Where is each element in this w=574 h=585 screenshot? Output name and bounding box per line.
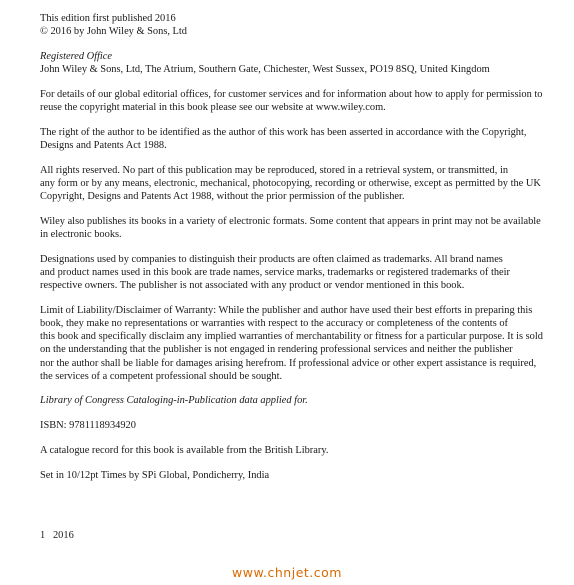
trademarks-line: and product names used in this book are trade names, service marks, trademarks or registered trademarks of their: [40, 266, 511, 278]
site-watermark: www.chnjet.com: [232, 565, 342, 580]
registered-office-heading: Registered Office: [40, 50, 113, 62]
liability-line: the services of a competent professional should be sought.: [40, 370, 283, 382]
liability-line: book, they make no representations or warranties with respect to the accuracy or completeness of the contents of: [40, 317, 508, 329]
isbn-line: ISBN: 9781118934920: [40, 420, 136, 432]
all-rights-line: All rights reserved. No part of this publication may be reproduced, stored in a retrieval system, or transmitted, in: [40, 164, 509, 176]
british-library-block: [40, 444, 540, 457]
editorial-offices-line: reuse the copyright material in this book please see our website at www.wiley.com.: [40, 102, 386, 114]
isbn-block: [40, 419, 540, 432]
all-rights-paragraph: [40, 164, 540, 204]
liability-paragraph: [40, 304, 543, 383]
liability-line: this book and specifically disclaim any implied warranties of merchantability or fitness for a particular purpose. It is sold: [40, 331, 543, 343]
trademarks-line: respective owners. The publisher is not associated with any product or vendor mentioned in this book.: [40, 280, 465, 292]
registered-office-address: John Wiley & Sons, Ltd, The Atrium, Southern Gate, Chichester, West Sussex, PO19 8SQ, United Kingdom: [40, 64, 490, 76]
copyright-block: [40, 12, 540, 38]
registered-office-block: [40, 50, 540, 76]
cataloging-line: Library of Congress Cataloging-in-Publication data applied for.: [40, 395, 308, 407]
electronic-formats-line: in electronic books.: [40, 228, 122, 240]
trademarks-paragraph: [40, 253, 540, 293]
author-rights-line: Designs and Patents Act 1988.: [40, 139, 167, 151]
author-rights-line: The right of the author to be identified as the author of this work has been asserted in accordance with the Copyright,: [40, 126, 527, 138]
typesetting-line: Set in 10/12pt Times by SPi Global, Pondicherry, India: [40, 469, 270, 481]
copyright-page: [40, 12, 543, 493]
edition-line: This edition first published 2016: [40, 13, 176, 24]
liability-line: nor the author shall be liable for damages arising herefrom. If professional advice or other expert assistance is required,: [40, 357, 537, 369]
editorial-offices-line: For details of our global editorial offices, for customer services and for information about how to apply for permission to: [40, 88, 543, 100]
editorial-offices-paragraph: [40, 88, 543, 114]
all-rights-line: Copyright, Designs and Patents Act 1988, without the prior permission of the publisher.: [40, 191, 405, 203]
cataloging-block: [40, 394, 540, 407]
all-rights-line: any form or by any means, electronic, mechanical, photocopying, recording or otherwise, except as permitted by the UK: [40, 177, 541, 189]
liability-line: Limit of Liability/Disclaimer of Warranty: While the publisher and author have used their best efforts in preparing this: [40, 304, 533, 316]
british-library-line: A catalogue record for this book is available from the British Library.: [40, 444, 329, 456]
electronic-formats-line: Wiley also publishes its books in a variety of electronic formats. Some content that appears in print may not be available: [40, 215, 541, 227]
author-rights-paragraph: [40, 126, 540, 152]
trademarks-line: Designations used by companies to distinguish their products are often claimed as trademarks. All brand names: [40, 253, 503, 265]
copyright-line: © 2016 by John Wiley & Sons, Ltd: [40, 26, 187, 38]
electronic-formats-paragraph: [40, 215, 540, 241]
imprint-line: 1 2016: [40, 530, 74, 541]
typesetting-block: [40, 469, 540, 482]
liability-line: on the understanding that the publisher is not engaged in rendering professional services and neither the publisher: [40, 344, 513, 356]
